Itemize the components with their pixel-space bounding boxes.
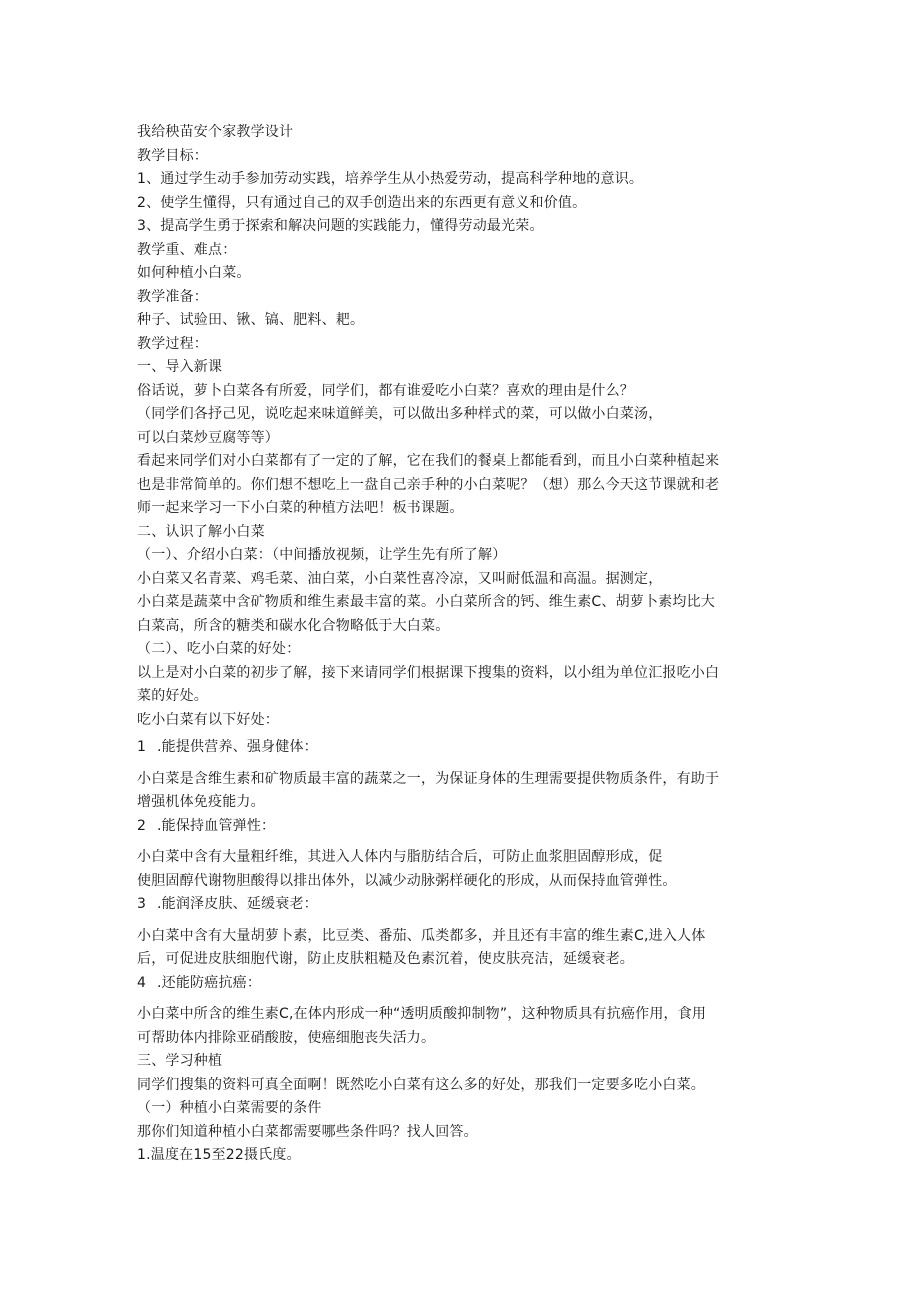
benefit-intro-line-2: 菜的好处。 (137, 688, 208, 704)
planting-subheading: （一）种植小白菜需要的条件 (137, 1100, 322, 1116)
benefit-2-number: 2 (137, 817, 147, 834)
document-title: 我给秧苗安个家教学设计 (137, 124, 294, 140)
goal-2: 2、使学生懂得，只有通过自己的双手创造出来的东西更有意义和价值。 (137, 194, 587, 211)
goal-3: 3、提高学生勇于探索和解决问题的实践能力，懂得劳动最光荣。 (137, 218, 544, 234)
goals-heading: 教学目标： (137, 147, 208, 164)
intro-line-6: 师一起来学习一下小白菜的种植方法吧！板书课题。 (137, 500, 464, 516)
intro-line-1: 俗话说，萝卜白菜各有所爱，同学们，都有谁爱吃小白菜？喜欢的理由是什么？ (137, 382, 634, 399)
benefit-1-title: .能提供营养、强身健体： (157, 739, 318, 755)
benefit-4-title: .还能防癌抗癌： (157, 974, 262, 991)
key-points-text: 如何种植小白菜。 (137, 265, 251, 281)
planting-line-2: 那你们知道种植小白菜都需要哪些条件吗？找人回答。 (137, 1123, 478, 1140)
benefit-3-heading (137, 893, 787, 917)
benefit-3-title: .能润泽皮肤、延缓衰老： (157, 896, 318, 912)
benefit-4-number: 4 (137, 974, 147, 991)
planting-line-3: 1.温度在15至22摄氏度。 (137, 1147, 301, 1163)
benefit-3-text-2: 后，可促进皮肤细胞代谢，防止皮肤粗糙及色素沉着，使皮肤亮洁，延缓衰老。 (137, 951, 634, 967)
subsection-2-heading: （二）、吃小白菜的好处： (137, 641, 301, 657)
benefit-1-heading (137, 736, 787, 760)
intro-line-5: 也是非常简单的。你们想不想吃上一盘自己亲手种的小白菜呢？（想）那么今天这节课就和老 (137, 476, 720, 493)
intro-line-2: （同学们各抒己见，说吃起来味道鲜美，可以做出多种样式的菜，可以做小白菜汤， (137, 406, 663, 422)
benefit-2-text-2: 使胆固醇代谢物胆酸得以排出体外，以减少动脉粥样硬化的形成，从而保持血管弹性。 (137, 872, 677, 889)
benefit-1-text-1: 小白菜是含维生素和矿物质最丰富的蔬菜之一，为保证身体的生理需要提供物质条件，有助于 (137, 770, 720, 787)
preparation-heading: 教学准备： (137, 288, 208, 305)
benefit-4-heading (137, 972, 787, 996)
benefit-4-text-2: 可帮助体内排除亚硝酸胺，使癌细胞丧失活力。 (137, 1029, 436, 1046)
benefit-intro-line-1: 以上是对小白菜的初步了解，接下来请同学们根据课下搜集的资料，以小组为单位汇报吃小白 (137, 664, 720, 681)
section-1-heading: 一、导入新课 (137, 359, 223, 375)
description-line-3: 白菜高，所含的糖类和碳水化合物略低于大白菜。 (137, 617, 450, 634)
benefit-2-title: .能保持血管弹性： (157, 817, 276, 834)
benefit-1-text-2: 增强机体免疫能力。 (137, 794, 265, 810)
section-3-heading: 三、学习种植 (137, 1053, 223, 1069)
benefit-1-number: 1 (137, 739, 147, 755)
goal-1: 1、通过学生动手参加劳动实践，培养学生从小热爱劳动，提高科学种地的意识。 (137, 171, 644, 187)
benefit-3-number: 3 (137, 896, 147, 912)
intro-line-4: 看起来同学们对小白菜都有了一定的了解，它在我们的餐桌上都能看到，而且小白菜种植起来 (137, 453, 720, 469)
planting-line-1: 同学们搜集的资料可真全面啊！既然吃小白菜有这么多的好处，那我们一定要多吃小白菜。 (137, 1076, 705, 1093)
benefit-3-text-1: 小白菜中含有大量胡萝卜素，比豆类、番茄、瓜类都多，并且还有丰富的维生素C,进入人体 (137, 927, 706, 944)
preparation-text: 种子、试验田、锹、镐、肥料、耙。 (137, 312, 365, 328)
benefit-2-heading (137, 815, 787, 839)
intro-line-3: 可以白菜炒豆腐等等） (137, 429, 279, 446)
subsection-1-heading: （一）、介绍小白菜：（中间播放视频，让学生先有所了解） (137, 547, 507, 563)
description-line-2: 小白菜是蔬菜中含矿物质和维生素最丰富的菜。小白菜所含的钙、维生素C、胡萝卜素均比大 (137, 594, 715, 610)
key-points-heading: 教学重、难点： (137, 241, 237, 258)
description-line-1: 小白菜又名青菜、鸡毛菜、油白菜，小白菜性喜冷凉，又叫耐低温和高温。据测定， (137, 570, 663, 587)
section-2-heading: 二、认识了解小白菜 (137, 523, 265, 540)
document-body (137, 121, 787, 1168)
benefit-4-text-1: 小白菜中所含的维生素C,在体内形成一种“透明质酸抑制物”，这种物质具有抗癌作用，食用 (137, 1006, 707, 1022)
benefit-2-text-1: 小白菜中含有大量粗纤维，其进入人体内与脂肪结合后，可防止血浆胆固醇形成，促 (137, 849, 663, 865)
benefit-intro-line-3: 吃小白菜有以下好处： (137, 711, 279, 728)
process-heading: 教学过程： (137, 335, 208, 352)
